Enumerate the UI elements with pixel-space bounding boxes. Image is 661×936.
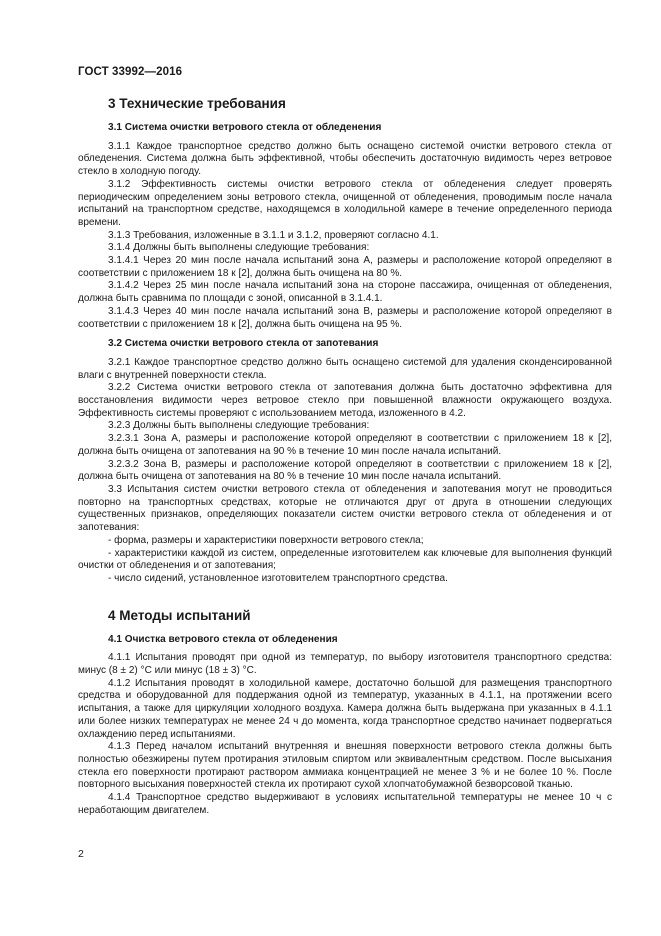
page-content bbox=[78, 96, 612, 817]
paragraph: 3.2.3.2 Зона В, размеры и расположение которой определяют в соответствии с приложением 18 к [2], должна быть очищена от запотевания на 80 % в течение 10 мин после начала испытаний. bbox=[78, 458, 612, 483]
standard-header: ГОСТ 33992—2016 bbox=[78, 66, 183, 78]
section-3-title: 3 Технические требования bbox=[108, 96, 286, 111]
list-item: - характеристики каждой из систем, определенные изготовителем как ключевые для выполнения функций очистки от обледенения и от запотевания; bbox=[78, 547, 612, 572]
subsection-3-1-title: 3.1 Система очистки ветрового стекла от обледенения bbox=[108, 122, 382, 133]
paragraph: 4.1.3 Перед началом испытаний внутренняя и внешняя поверхности ветрового стекла должны быть полностью обезжирены путем протирания этиловым спиртом или эквивалентным средством. После высыхания стекла его поверхности протирают раствором аммиака концентрацией не менее 3 % и не более 10 %. После повторного высыхания поверхностей стекла их протирают сухой хлопчатобумажной безворсовой тканью. bbox=[78, 741, 612, 791]
paragraph: 3.1.3 Требования, изложенные в 3.1.1 и 3.1.2, проверяют согласно 4.1. bbox=[108, 229, 439, 241]
paragraph: 3.2.1 Каждое транспортное средство должно быть оснащено системой для удаления сконденсированной влаги с внутренней поверхности стекла. bbox=[78, 356, 612, 381]
paragraph: 3.1.4.1 Через 20 мин после начала испытаний зона А, размеры и расположение которой определяют в соответствии с приложением 18 к [2], должна быть очищена на 80 %. bbox=[78, 255, 612, 279]
paragraph: 3.1.1 Каждое транспортное средство должно быть оснащено системой очистки ветрового стекла от обледенения. Система должна быть эффективной, чтобы обеспечить достаточную видимость через ветровое стекло в холодную погоду. bbox=[78, 140, 612, 178]
paragraph: 4.1.1 Испытания проводят при одной из температур, по выбору изготовителя транспортного средства: минус (8 ± 2) °С или минус (18 ± 3) °С. bbox=[78, 652, 612, 677]
paragraph: 4.1.4 Транспортное средство выдерживают в условиях испытательной температуры не менее 10 ч с неработающим двигателем. bbox=[78, 792, 612, 816]
paragraph: 3.1.2 Эффективность системы очистки ветрового стекла от обледенения следует проверять периодическим определением зоны ветрового стекла, очищенной от обледенения, проводимым после начала испытаний на транспортном средстве, находящемся в холодильной камере в течение определенного периода времени. bbox=[78, 178, 612, 228]
paragraph: 3.1.4.3 Через 40 мин после начала испытаний зона В, размеры и расположение которой определяют в соответствии с приложением 18 к [2], должна быть очищена на 95 %. bbox=[78, 305, 612, 330]
page-number: 2 bbox=[78, 848, 84, 860]
list-item: - число сидений, установленное изготовителем транспортного средства. bbox=[108, 572, 448, 584]
paragraph: 4.1.2 Испытания проводят в холодильной камере, достаточно большой для размещения транспортного средства и оборудованной для поддержания одной из температур, указанных в 4.1.1, на протяжении всего испытания, а также для циркуляции холодного воздуха. Камера должна быть выдержана при указанных в 4.1.1 или более низких температурах не менее 24 ч до момента, когда транспортное средство начинает подвергаться охлаждению перед испытаниями. bbox=[78, 677, 612, 740]
paragraph: 3.2.3 Должны быть выполнены следующие требования: bbox=[108, 420, 370, 432]
paragraph: 3.1.4 Должны быть выполнены следующие требования: bbox=[108, 242, 370, 254]
paragraph: 3.3 Испытания систем очистки ветрового стекла от обледенения и запотевания могут не проводиться повторно на транспортных средствах, которые не отличаются друг от друга в отношении следующих существенных признаков, определяющих показатели систем очистки ветрового стекла от обледенения и от запотевания: bbox=[78, 483, 612, 534]
list-item: - форма, размеры и характеристики поверхности ветрового стекла; bbox=[108, 534, 424, 546]
paragraph: 3.1.4.2 Через 25 мин после начала испытаний зона на стороне пассажира, очищенная от обледенения, должна быть сравнима по площади с зоной, описанной в 3.1.4.1. bbox=[78, 280, 612, 305]
subsection-3-2-title: 3.2 Система очистки ветрового стекла от запотевания bbox=[108, 338, 379, 350]
subsection-4-1-title: 4.1 Очистка ветрового стекла от обледенения bbox=[108, 633, 338, 645]
paragraph: 3.2.3.1 Зона А, размеры и расположение которой определяют в соответствии с приложением 18 к [2], должна быть очищена от запотевания на 90 % в течение 10 мин после начала испытаний. bbox=[78, 433, 612, 457]
paragraph: 3.2.2 Система очистки ветрового стекла от запотевания должна быть достаточно эффективна для восстановления видимости через ветровое стекло при повышенной влажности окружающего воздуха. Эффективность системы проверяют с использованием метода, изложенного в 4.2. bbox=[78, 382, 612, 419]
section-4-title: 4 Методы испытаний bbox=[108, 607, 251, 623]
